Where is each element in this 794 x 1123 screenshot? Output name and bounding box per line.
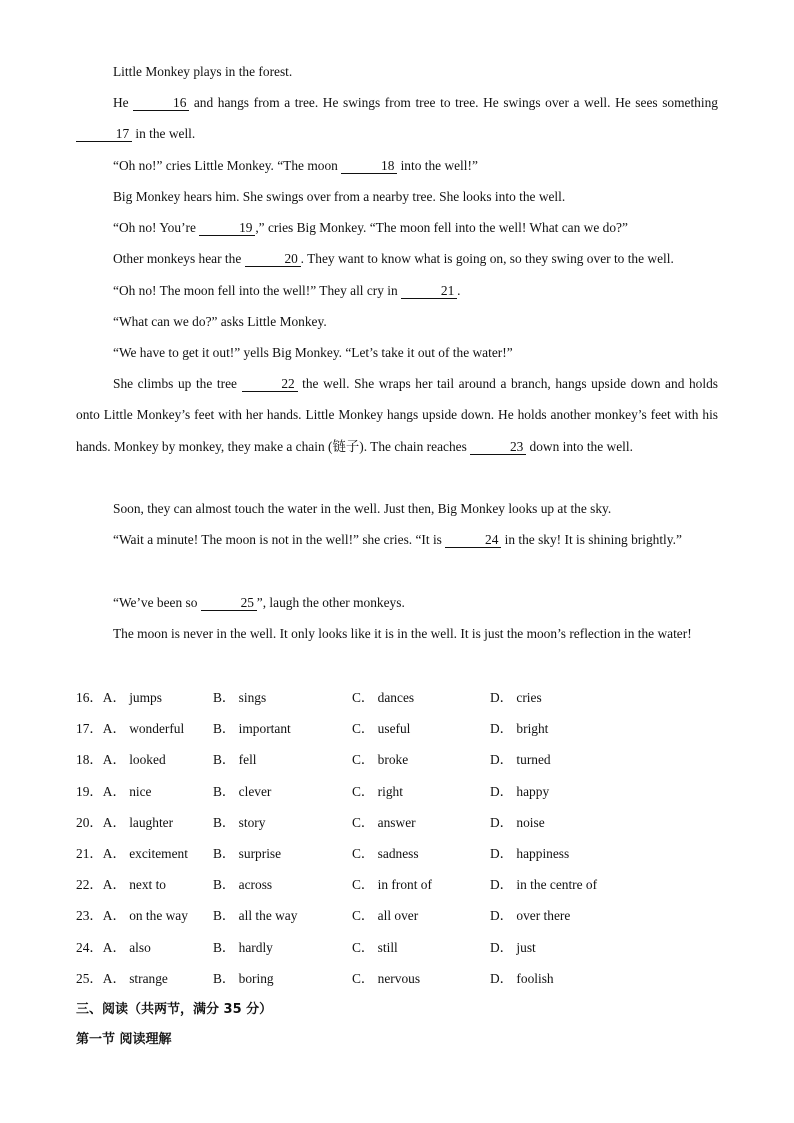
option-c: C． still bbox=[352, 939, 398, 955]
story-paragraph-4 bbox=[76, 181, 718, 212]
option-d: D． turned bbox=[490, 752, 551, 768]
option-b: B． across bbox=[213, 877, 273, 893]
story-paragraph-8 bbox=[76, 306, 718, 337]
option-c: C． sadness bbox=[352, 845, 419, 861]
paragraph-text: “Oh no!” cries Little Monkey. “The moon bbox=[113, 158, 338, 173]
option-a: 19．A． nice bbox=[76, 783, 152, 799]
story-paragraph-11 bbox=[76, 493, 718, 524]
option-b: B． story bbox=[213, 814, 266, 830]
option-a: 24．A． also bbox=[76, 939, 151, 955]
blank-22: 22 bbox=[242, 377, 298, 392]
option-c: C． broke bbox=[352, 752, 409, 768]
story-paragraph-3 bbox=[76, 150, 718, 181]
paragraph-text: “What can we do?” asks Little Monkey. bbox=[113, 314, 327, 329]
story-paragraph-9 bbox=[76, 337, 718, 368]
paragraph-text: “Oh no! You’re bbox=[113, 220, 196, 235]
option-b: B． hardly bbox=[213, 939, 273, 955]
blank-23: 23 bbox=[470, 440, 526, 455]
story-paragraph-2 bbox=[76, 87, 718, 150]
paragraph-text: She climbs up the tree bbox=[113, 376, 237, 391]
paragraph-text: He bbox=[113, 95, 129, 110]
paragraph-text: ”, laugh the other monkeys. bbox=[256, 595, 405, 610]
blank-19: 19 bbox=[199, 221, 255, 236]
option-row-18 bbox=[76, 744, 718, 775]
option-d: D． happy bbox=[490, 783, 550, 799]
section-title: 三、阅读（共两节，满分 35 分） bbox=[76, 1002, 273, 1017]
option-b: B． fell bbox=[213, 752, 257, 768]
blank-21: 21 bbox=[401, 284, 457, 299]
option-b: B． boring bbox=[213, 970, 274, 986]
option-d: D． happiness bbox=[490, 845, 570, 861]
option-row-16 bbox=[76, 682, 718, 713]
story-paragraph-10 bbox=[76, 368, 718, 462]
option-row-25 bbox=[76, 963, 718, 994]
option-row-20 bbox=[76, 807, 718, 838]
option-a: 20．A． laughter bbox=[76, 814, 174, 830]
option-c: C． dances bbox=[352, 690, 415, 705]
paragraph-text: and hangs from a tree. He swings from tree to tree. He swings over a well. He sees something bbox=[193, 95, 718, 110]
paragraph-text: “We have to get it out!” yells Big Monkey. “Let’s take it out of the water!” bbox=[113, 345, 513, 360]
option-row-19 bbox=[76, 776, 718, 807]
option-row-23 bbox=[76, 900, 718, 931]
option-b: B． important bbox=[213, 721, 291, 737]
option-d: D． foolish bbox=[490, 970, 554, 986]
story-paragraph-6 bbox=[76, 243, 718, 274]
answer-options bbox=[76, 682, 718, 994]
paragraph-text: Big Monkey hears him. She swings over from a nearby tree. She looks into the well. bbox=[113, 189, 566, 204]
option-d: D． just bbox=[490, 939, 536, 955]
option-c: C． all over bbox=[352, 908, 419, 924]
option-c: C． in front of bbox=[352, 877, 432, 893]
option-b: B． clever bbox=[213, 783, 272, 799]
paragraph-text: ,” cries Big Monkey. “The moon fell into the well! What can we do?” bbox=[255, 220, 628, 235]
paragraph-text: Other monkeys hear the bbox=[113, 251, 242, 266]
story-paragraph-12 bbox=[76, 524, 718, 555]
paragraph-text: The moon is never in the well. It only looks like it is in the well. It is just the moon’s reflection in the water! bbox=[113, 626, 692, 641]
option-a: 22．A． next to bbox=[76, 877, 167, 893]
paragraph-text: in the well. bbox=[135, 126, 196, 142]
story-paragraph-5 bbox=[76, 212, 718, 243]
story-paragraph-14 bbox=[76, 618, 718, 649]
story-paragraph-7 bbox=[76, 275, 718, 306]
option-b: B． sings bbox=[213, 690, 267, 705]
paragraph-text: the well. She wraps her tail around a branch, hangs upside down and holds onto Little Monkey’s feet with her hands. Little Monkey hangs upside down. He holds another monkey’s feet with his hands. Monkey by monkey, they make a chain (链子). The chain reaches bbox=[76, 376, 718, 454]
option-a: 23．A． on the way bbox=[76, 908, 188, 924]
option-c: C． answer bbox=[352, 814, 416, 830]
option-a: 18．A． looked bbox=[76, 752, 166, 768]
blank-16: 16 bbox=[133, 96, 189, 111]
blank-18: 18 bbox=[341, 159, 397, 174]
story-paragraph-13 bbox=[76, 587, 718, 618]
option-c: C． useful bbox=[352, 721, 411, 737]
subsection-title: 第一节 阅读理解 bbox=[76, 1032, 172, 1047]
option-b: B． all the way bbox=[213, 908, 298, 924]
paragraph-text: Soon, they can almost touch the water in the well. Just then, Big Monkey looks up at the sky. bbox=[113, 501, 612, 516]
option-b: B． surprise bbox=[213, 845, 282, 861]
paragraph-text: down into the well. bbox=[529, 438, 633, 454]
option-c: C． nervous bbox=[352, 970, 421, 986]
option-d: D． in the centre of bbox=[490, 877, 598, 893]
option-row-21 bbox=[76, 838, 718, 869]
paragraph-text: “We’ve been so bbox=[113, 595, 198, 610]
option-d: D． cries bbox=[490, 690, 542, 705]
option-d: D． noise bbox=[490, 814, 545, 830]
paragraph-text: in the sky! It is shining brightly.” bbox=[504, 532, 682, 547]
paragraph-text: . bbox=[457, 283, 461, 298]
option-a: 16．A． jumps bbox=[76, 690, 162, 705]
option-row-24 bbox=[76, 932, 718, 963]
paragraph-text: “Wait a minute! The moon is not in the well!” she cries. “It is bbox=[113, 532, 442, 547]
option-a: 17．A． wonderful bbox=[76, 721, 185, 737]
paragraph-text: into the well!” bbox=[400, 158, 478, 173]
paragraph-text: . They want to know what is going on, so they swing over to the well. bbox=[300, 251, 674, 266]
blank-24: 24 bbox=[445, 533, 501, 548]
option-c: C． right bbox=[352, 783, 403, 799]
option-a: 21．A． excitement bbox=[76, 845, 188, 861]
option-d: D． bright bbox=[490, 721, 549, 737]
blank-17: 17 bbox=[76, 127, 132, 142]
story-paragraph-1 bbox=[76, 56, 718, 87]
option-row-17 bbox=[76, 713, 718, 744]
option-row-22 bbox=[76, 869, 718, 900]
paragraph-text: Little Monkey plays in the forest. bbox=[113, 64, 293, 79]
blank-20: 20 bbox=[245, 252, 301, 267]
paragraph-text: “Oh no! The moon fell into the well!” They all cry in bbox=[113, 283, 398, 298]
blank-25: 25 bbox=[201, 596, 257, 611]
option-a: 25．A． strange bbox=[76, 970, 168, 986]
option-d: D． over there bbox=[490, 908, 571, 924]
